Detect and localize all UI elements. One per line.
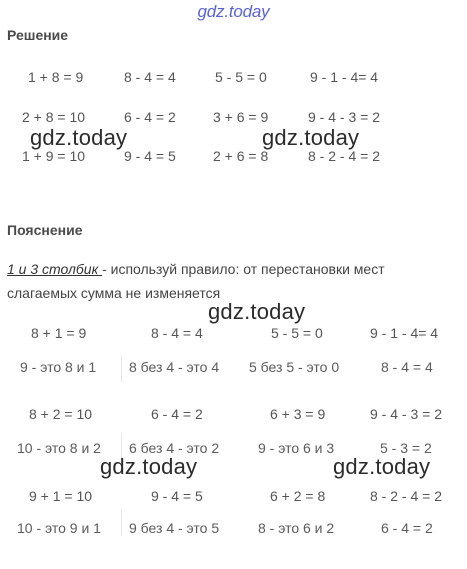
solution-cell: 1 + 9 = 10 (22, 148, 86, 164)
explanation-cell: 10 - это 8 и 2 (17, 440, 101, 456)
explanation-cell: 10 - это 9 и 1 (17, 520, 101, 536)
explanation-cell: 6 без 4 - это 2 (129, 440, 220, 456)
explanation-cell: 5 - 3 = 2 (380, 440, 432, 456)
explanation-cell: 8 + 2 = 10 (29, 406, 93, 422)
explanation-cell: 9 - 4 = 5 (151, 488, 203, 504)
explanation-cell: 9 - 1 - 4= 4 (370, 325, 439, 341)
explanation-cell: 8 - это 6 и 2 (258, 520, 335, 536)
solution-cell: 2 + 8 = 10 (22, 109, 86, 125)
explanation-cell: 9 - это 8 и 1 (20, 359, 97, 375)
explanation-cell: 9 + 1 = 10 (29, 488, 93, 504)
solution-cell: 9 - 4 - 3 = 2 (308, 109, 380, 125)
explanation-cell: 9 без 4 - это 5 (129, 520, 220, 536)
watermark: gdz.today (208, 299, 306, 324)
watermark: gdz.today (100, 454, 198, 479)
solution-cell: 8 - 2 - 4 = 2 (308, 148, 380, 164)
explanation-cell: 6 - 4 = 2 (151, 406, 203, 422)
explanation-intro-line1 (7, 261, 385, 277)
explanation-cell: 8 - 4 = 4 (151, 325, 203, 341)
watermark: gdz.today (333, 454, 431, 479)
solution-cell: 1 + 8 = 9 (28, 69, 84, 85)
explanation-cell: 9 - это 6 и 3 (258, 440, 335, 456)
site-logo: gdz.today (197, 2, 270, 21)
explanation-cell: 6 + 3 = 9 (270, 406, 326, 422)
column-divider (121, 510, 122, 536)
explanation-cell: 8 - 4 = 4 (381, 359, 433, 375)
explanation-cell: 9 - 4 - 3 = 2 (370, 406, 442, 422)
solution-cell: 3 + 6 = 9 (213, 109, 269, 125)
explanation-cell: 8 - 2 - 4 = 2 (370, 488, 442, 504)
watermark: gdz.today (30, 125, 128, 150)
solution-cell: 9 - 4 = 5 (124, 148, 176, 164)
explanation-intro-line2: слагаемых сумма не изменяется (7, 285, 221, 301)
solution-heading: Решение (7, 27, 69, 43)
solution-cell: 5 - 5 = 0 (215, 69, 267, 85)
watermark: gdz.today (262, 125, 360, 150)
explanation-heading: Пояснение (7, 222, 83, 238)
intro-highlight: 1 и 3 столбик (7, 261, 103, 277)
column-divider (121, 356, 122, 382)
explanation-cell: 6 - 4 = 2 (381, 520, 433, 536)
explanation-cell: 8 + 1 = 9 (31, 325, 87, 341)
explanation-cell: 6 + 2 = 8 (270, 488, 326, 504)
explanation-cell: 5 - 5 = 0 (271, 325, 323, 341)
solution-cell: 6 - 4 = 2 (124, 109, 176, 125)
explanation-cell: 8 без 4 - это 4 (129, 359, 220, 375)
explanation-cell: 5 без 5 - это 0 (249, 359, 340, 375)
intro-rule-text: - используй правило: от перестановки мест (102, 261, 385, 277)
solution-cell: 9 - 1 - 4= 4 (310, 69, 379, 85)
solution-cell: 8 - 4 = 4 (124, 69, 176, 85)
solution-cell: 2 + 6 = 8 (213, 148, 269, 164)
